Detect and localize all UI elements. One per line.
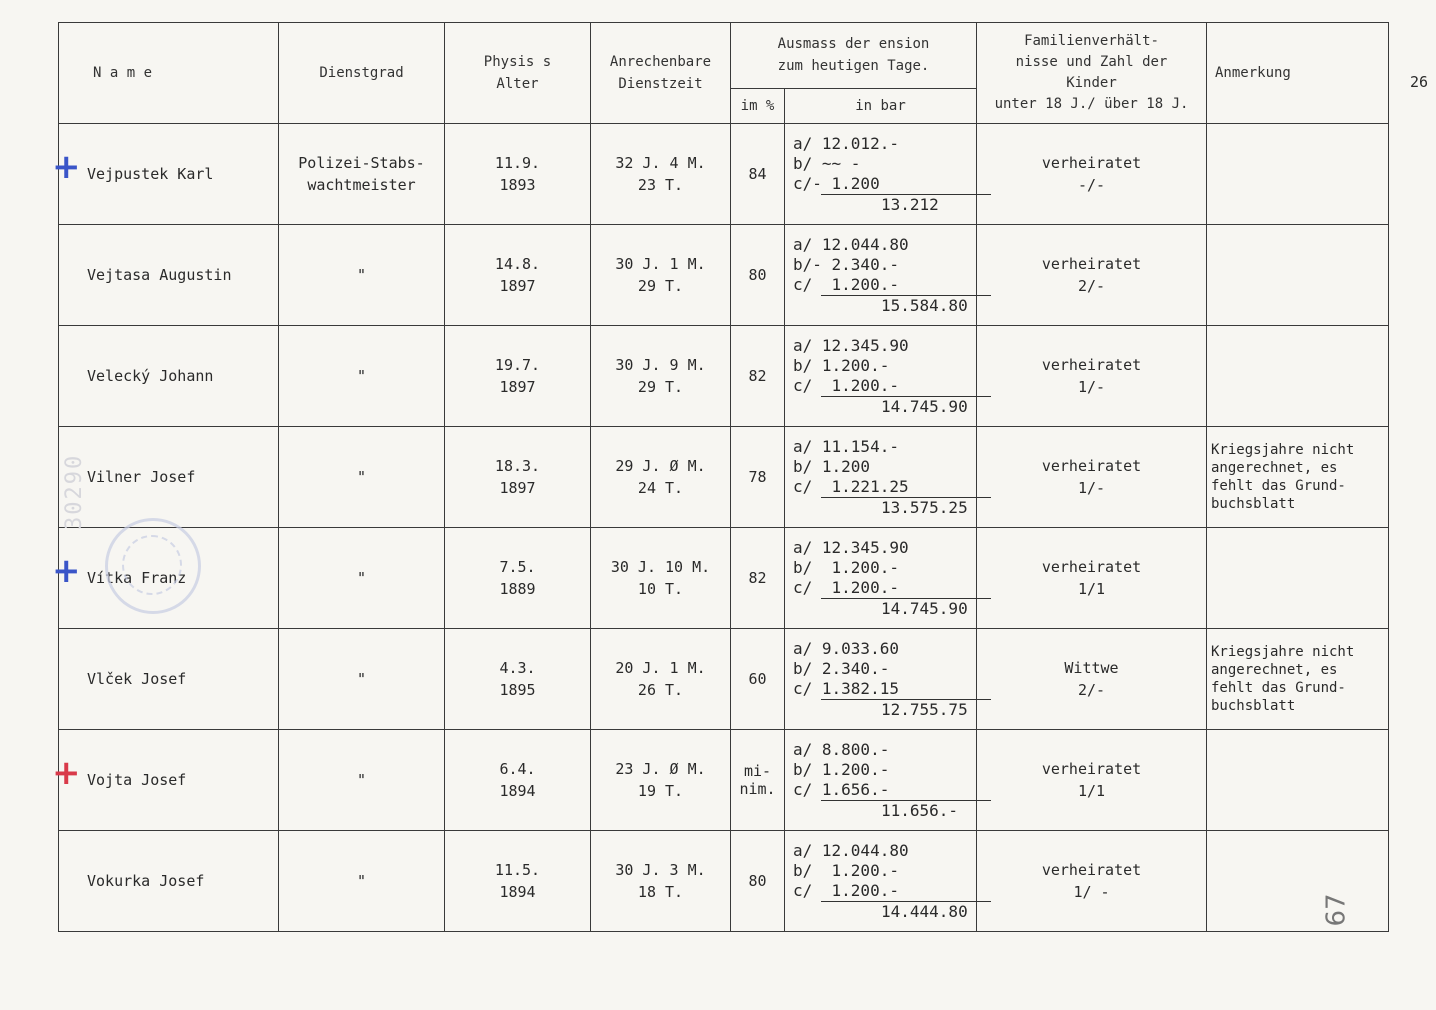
birth-day: 19.7. [494,356,541,374]
amount-a: a/ 12.345.90 [793,335,909,355]
table-row [59,528,1389,629]
pen-mark: + [52,752,81,793]
page-number: 26 [1410,73,1429,91]
header-pension-l1: Ausmass der ension [777,36,930,53]
amount-total: 13.575.25 [821,497,991,518]
children-count: 1/- [1077,479,1106,497]
person-name: Velecký Johann [59,326,279,427]
amount-b: b/ ~~ - [793,153,861,173]
pension-amounts [785,629,977,730]
service-years: 32 J. 4 M. [615,154,706,172]
header-family-l4: unter 18 J./ über 18 J. [994,96,1189,112]
children-count: 2/- [1077,681,1106,699]
service-years: 23 J. Ø M. [615,760,706,778]
amount-b: b/- 2.340.- [793,254,899,274]
rank-line-1: " [356,670,367,688]
birth-cell [445,427,591,528]
service-cell [591,326,731,427]
family-status: verheiratet [1041,457,1142,475]
remark-cell [1207,124,1389,225]
amount-total: 13.212 [821,194,991,215]
rank-cell [279,528,445,629]
amount-c: c/ 1.221.25 [793,476,909,496]
pension-amounts [785,831,977,932]
table-row [59,831,1389,932]
pension-percent: 80 [731,831,785,932]
birth-cell [445,831,591,932]
person-name: Vejpustek Karl [59,124,279,225]
header-family-l2: nisse und Zahl der [1015,54,1168,70]
service-years: 30 J. 10 M. [610,558,711,576]
amount-a: a/ 12.012.- [793,133,899,153]
pension-amounts [785,326,977,427]
birth-day: 18.3. [494,457,541,475]
header-pension-cash: in bar [785,88,977,123]
birth-year: 1893 [499,176,536,194]
header-age-l2: Alter [496,76,539,92]
amount-c: c/ 1.382.15 [793,678,899,698]
official-stamp [105,518,201,614]
service-years: 20 J. 1 M. [615,659,706,677]
header-pension-pct: im % [731,88,785,123]
birth-year: 1897 [499,479,536,497]
birth-cell [445,629,591,730]
birth-year: 1889 [499,580,536,598]
service-days: 29 T. [637,378,684,396]
children-count: 1/- [1077,378,1106,396]
remark-cell: Kriegsjahre nicht angerechnet, es fehlt das Grund-buchsblatt [1207,427,1389,528]
family-cell [977,427,1207,528]
person-name: Vejtasa Augustin [59,225,279,326]
amount-a: a/ 12.345.90 [793,537,909,557]
table-row [59,225,1389,326]
service-cell [591,225,731,326]
table-row [59,124,1389,225]
birth-day: 11.9. [494,154,541,172]
header-family [977,23,1207,124]
corner-mark: 67 [1321,893,1352,927]
amount-b: b/ 1.200.- [793,557,899,577]
family-cell [977,831,1207,932]
service-cell [591,528,731,629]
amount-c: c/ 1.656.- [793,779,890,799]
pension-amounts [785,124,977,225]
family-status: verheiratet [1041,760,1142,778]
table-row [59,629,1389,730]
birth-day: 6.4. [499,760,536,778]
pension-percent: 84 [731,124,785,225]
service-years: 30 J. 3 M. [615,861,706,879]
remark-cell: Kriegsjahre nicht angerechnet, es fehlt das Grund- buchsblatt [1207,629,1389,730]
header-service-l2: Dienstzeit [618,76,703,92]
family-cell [977,528,1207,629]
rank-cell [279,225,445,326]
amount-c: c/ 1.200.- [793,577,899,597]
rank-line-1: " [356,266,367,284]
service-days: 18 T. [637,883,684,901]
amount-c: c/ 1.200.- [793,375,899,395]
birth-cell [445,528,591,629]
service-days: 29 T. [637,277,684,295]
header-pension [731,23,977,89]
rank-line-1: " [356,872,367,890]
family-cell [977,730,1207,831]
pension-amounts [785,730,977,831]
rank-line-1: " [356,771,367,789]
children-count: -/- [1077,176,1106,194]
header-family-l3: Kinder [1066,75,1117,91]
family-status: verheiratet [1041,558,1142,576]
service-cell [591,427,731,528]
birth-year: 1897 [499,378,536,396]
rank-line-1: Polizei-Stabs- [298,154,425,172]
family-status: verheiratet [1041,255,1142,273]
birth-year: 1894 [499,782,536,800]
pension-percent: 80 [731,225,785,326]
header-remark: Anmerkung [1207,23,1389,124]
service-years: 30 J. 9 M. [615,356,706,374]
remark-cell [1207,528,1389,629]
person-name: Vokurka Josef [59,831,279,932]
pen-mark: + [52,550,81,591]
remark-cell [1207,831,1389,932]
birth-cell [445,730,591,831]
pension-amounts [785,528,977,629]
amount-a: a/ 12.044.80 [793,840,909,860]
person-name: Vilner Josef [59,427,279,528]
service-days: 23 T. [637,176,684,194]
children-count: 1/1 [1077,580,1106,598]
amount-b: b/ 1.200.- [793,355,890,375]
amount-total: 11.656.- [821,800,991,821]
pension-percent: 60 [731,629,785,730]
header-row [59,23,1389,89]
header-family-l1: Familienverhält- [1024,33,1159,49]
person-name: Vlček Josef [59,629,279,730]
header-service [591,23,731,124]
family-status: Wittwe [1064,659,1119,677]
amount-a: a/ 8.800.- [793,739,890,759]
family-status: verheiratet [1041,356,1142,374]
service-years: 30 J. 1 M. [615,255,706,273]
service-days: 24 T. [637,479,684,497]
header-age [445,23,591,124]
amount-c: c/ 1.200.- [793,880,899,900]
pension-percent: 82 [731,326,785,427]
rank-line-1: " [356,569,367,587]
remark-cell [1207,225,1389,326]
side-number: 30290 [62,453,87,530]
header-rank: Dienstgrad [279,23,445,124]
amount-total: 14.444.80 [821,901,991,922]
service-years: 29 J. Ø M. [615,457,706,475]
birth-cell [445,124,591,225]
birth-year: 1895 [499,681,536,699]
birth-year: 1897 [499,277,536,295]
children-count: 1/1 [1077,782,1106,800]
service-days: 26 T. [637,681,684,699]
amount-total: 14.745.90 [821,598,991,619]
header-pension-l2: zum heutigen Tage. [777,58,930,75]
service-cell [591,629,731,730]
family-cell [977,124,1207,225]
rank-cell [279,326,445,427]
amount-total: 15.584.80 [821,295,991,316]
birth-cell [445,326,591,427]
table-row [59,427,1389,528]
amount-c: c/ 1.200.- [793,274,899,294]
service-days: 19 T. [637,782,684,800]
pension-amounts [785,427,977,528]
remark-cell [1207,326,1389,427]
amount-b: b/ 1.200.- [793,860,899,880]
service-cell [591,124,731,225]
amount-b: b/ 1.200.- [793,759,890,779]
birth-day: 7.5. [499,558,536,576]
birth-day: 4.3. [499,659,536,677]
amount-c: c/- 1.200 [793,173,880,193]
remark-cell [1207,730,1389,831]
family-cell [977,326,1207,427]
header-age-l1: Physis s [483,54,552,70]
birth-year: 1894 [499,883,536,901]
birth-day: 11.5. [494,861,541,879]
amount-b: b/ 2.340.- [793,658,890,678]
rank-cell [279,124,445,225]
service-days: 10 T. [637,580,684,598]
service-cell [591,730,731,831]
family-cell [977,225,1207,326]
rank-line-1: " [356,367,367,385]
pension-percent: 82 [731,528,785,629]
birth-day: 14.8. [494,255,541,273]
rank-cell [279,730,445,831]
header-name: N a m e [59,23,279,124]
header-service-l1: Anrechenbare [609,54,712,70]
amount-a: a/ 12.044.80 [793,234,909,254]
rank-line-2: wachtmeister [307,176,416,194]
birth-cell [445,225,591,326]
family-status: verheiratet [1041,861,1142,879]
amount-total: 12.755.75 [821,699,991,720]
amount-total: 14.745.90 [821,396,991,417]
pension-amounts [785,225,977,326]
service-cell [591,831,731,932]
amount-a: a/ 11.154.- [793,436,899,456]
rank-cell [279,629,445,730]
pension-percent: mi-nim. [731,730,785,831]
pension-table [58,22,1389,932]
pension-percent: 78 [731,427,785,528]
person-name: Vítka Franz [59,528,279,629]
children-count: 1/ - [1073,883,1110,901]
table-row [59,326,1389,427]
rank-cell [279,831,445,932]
amount-b: b/ 1.200 [793,456,871,476]
rank-cell [279,427,445,528]
table-row [59,730,1389,831]
amount-a: a/ 9.033.60 [793,638,899,658]
pen-mark: + [52,146,81,187]
children-count: 2/- [1077,277,1106,295]
rank-line-1: " [356,468,367,486]
person-name: Vojta Josef [59,730,279,831]
family-status: verheiratet [1041,154,1142,172]
family-cell [977,629,1207,730]
